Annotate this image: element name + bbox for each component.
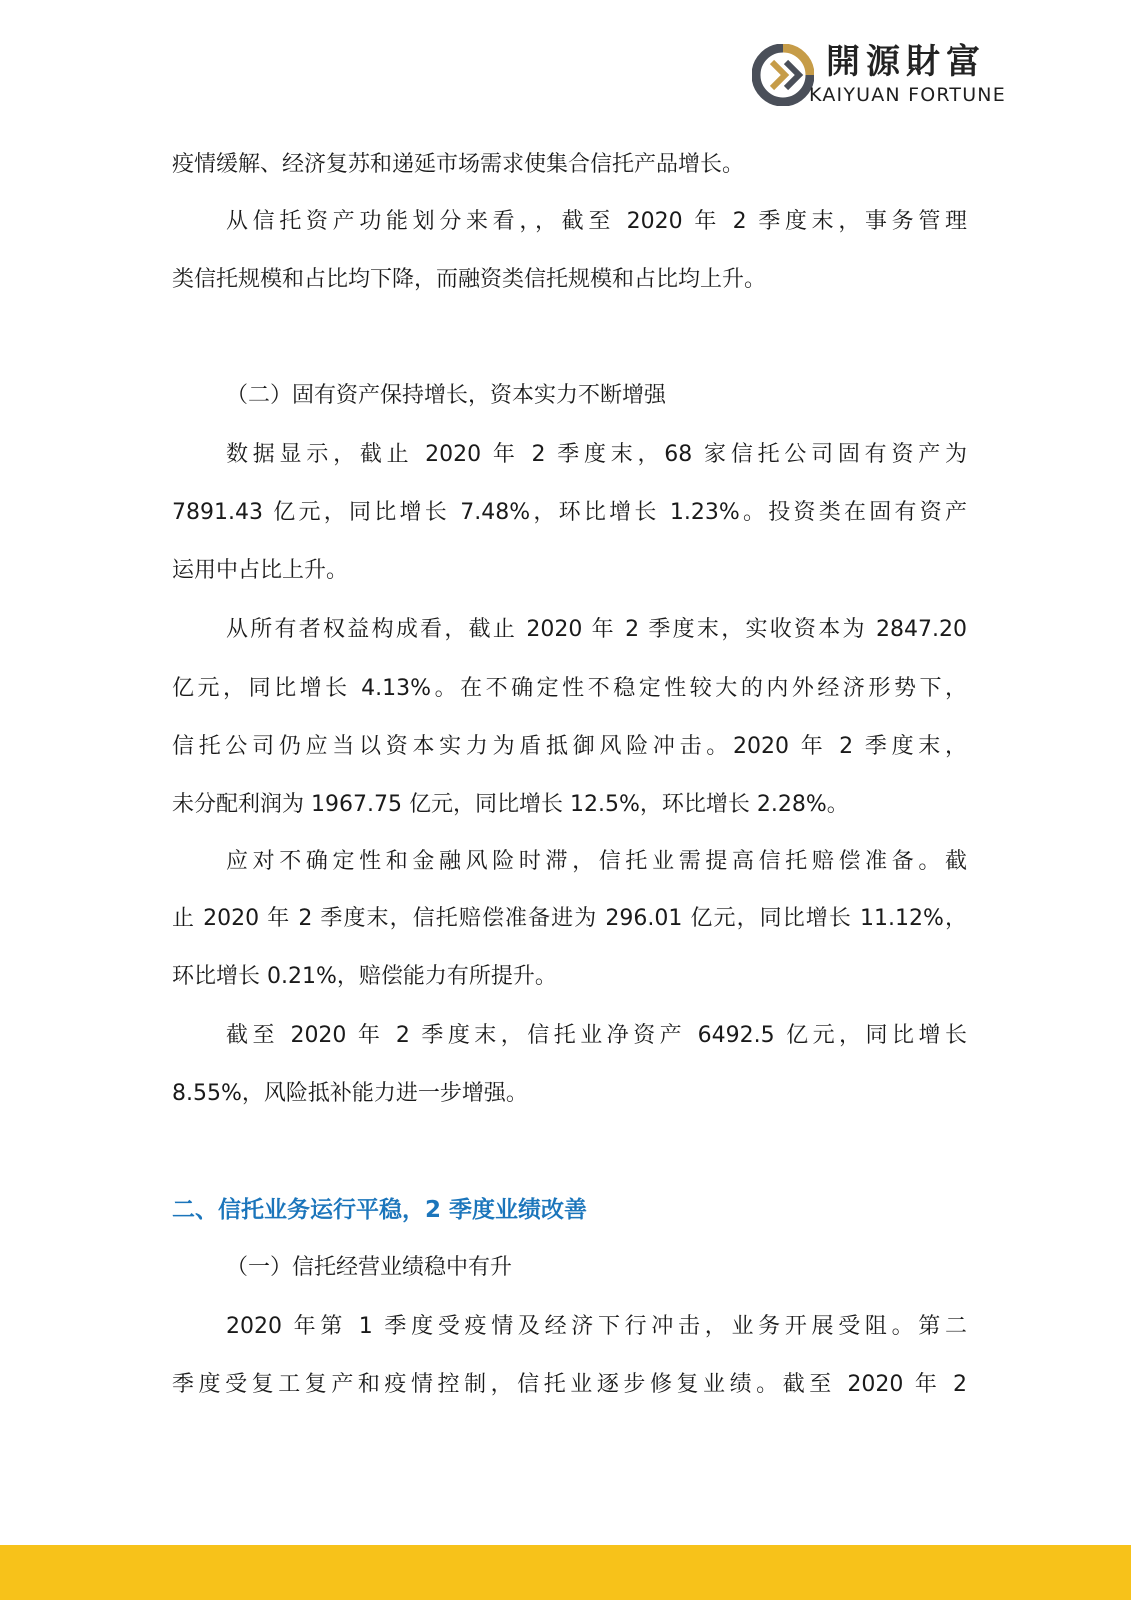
paragraph-5-line-1: 应对不确定性和金融风险时滞，信托业需提高信托赔偿准备。截: [226, 849, 967, 874]
subsection-1-heading: （一）信托经营业绩稳中有升: [226, 1255, 513, 1280]
paragraph-3-line-2: 7891.43 亿元，同比增长 7.48%，环比增长 1.23%。投资类在固有资产: [172, 500, 967, 525]
paragraph-6-line-2: 8.55%，风险抵补能力进一步增强。: [172, 1081, 528, 1106]
paragraph-5-line-3: 环比增长 0.21%，赔偿能力有所提升。: [172, 964, 557, 989]
logo-english-text: KAIYUAN FORTUNE: [809, 84, 1006, 106]
paragraph-5-line-2: 止 2020 年 2 季度末，信托赔偿准备进为 296.01 亿元，同比增长 11.12%，: [172, 906, 967, 931]
company-logo: [752, 40, 1052, 110]
paragraph-3-line-1: 数据显示，截止 2020 年 2 季度末，68 家信托公司固有资产为: [226, 442, 967, 467]
paragraph-4-line-1: 从所有者权益构成看，截止 2020 年 2 季度末，实收资本为 2847.20: [226, 617, 967, 642]
paragraph-4-line-2: 亿元，同比增长 4.13%。在不确定性不稳定性较大的内外经济形势下，: [172, 676, 967, 701]
footer-bar: [0, 1545, 1131, 1600]
paragraph-1-line-1: 疫情缓解、经济复苏和递延市场需求使集合信托产品增长。: [172, 152, 745, 177]
paragraph-7-line-2: 季度受复工复产和疫情控制，信托业逐步修复业绩。截至 2020 年 2: [172, 1372, 967, 1397]
paragraph-7-line-1: 2020 年第 1 季度受疫情及经济下行冲击，业务开展受阻。第二: [226, 1314, 967, 1339]
paragraph-4-line-4: 未分配利润为 1967.75 亿元，同比增长 12.5%，环比增长 2.28%。: [172, 792, 849, 817]
kaiyuan-logo-icon: [752, 44, 814, 106]
paragraph-2-line-2: 类信托规模和占比均下降，而融资类信托规模和占比均上升。: [172, 267, 767, 292]
logo-chinese-text: 開源財富: [826, 42, 986, 82]
subsection-2-heading: （二）固有资产保持增长，资本实力不断增强: [226, 383, 667, 408]
paragraph-3-line-3: 运用中占比上升。: [172, 558, 349, 583]
paragraph-4-line-3: 信托公司仍应当以资本实力为盾抵御风险冲击。2020 年 2 季度末，: [172, 734, 967, 759]
paragraph-2-line-1: 从信托资产功能划分来看，，截至 2020 年 2 季度末，事务管理: [226, 209, 967, 234]
section-2-heading: 二、信托业务运行平稳，2 季度业绩改善: [172, 1197, 588, 1223]
paragraph-6-line-1: 截至 2020 年 2 季度末，信托业净资产 6492.5 亿元，同比增长: [226, 1023, 967, 1048]
